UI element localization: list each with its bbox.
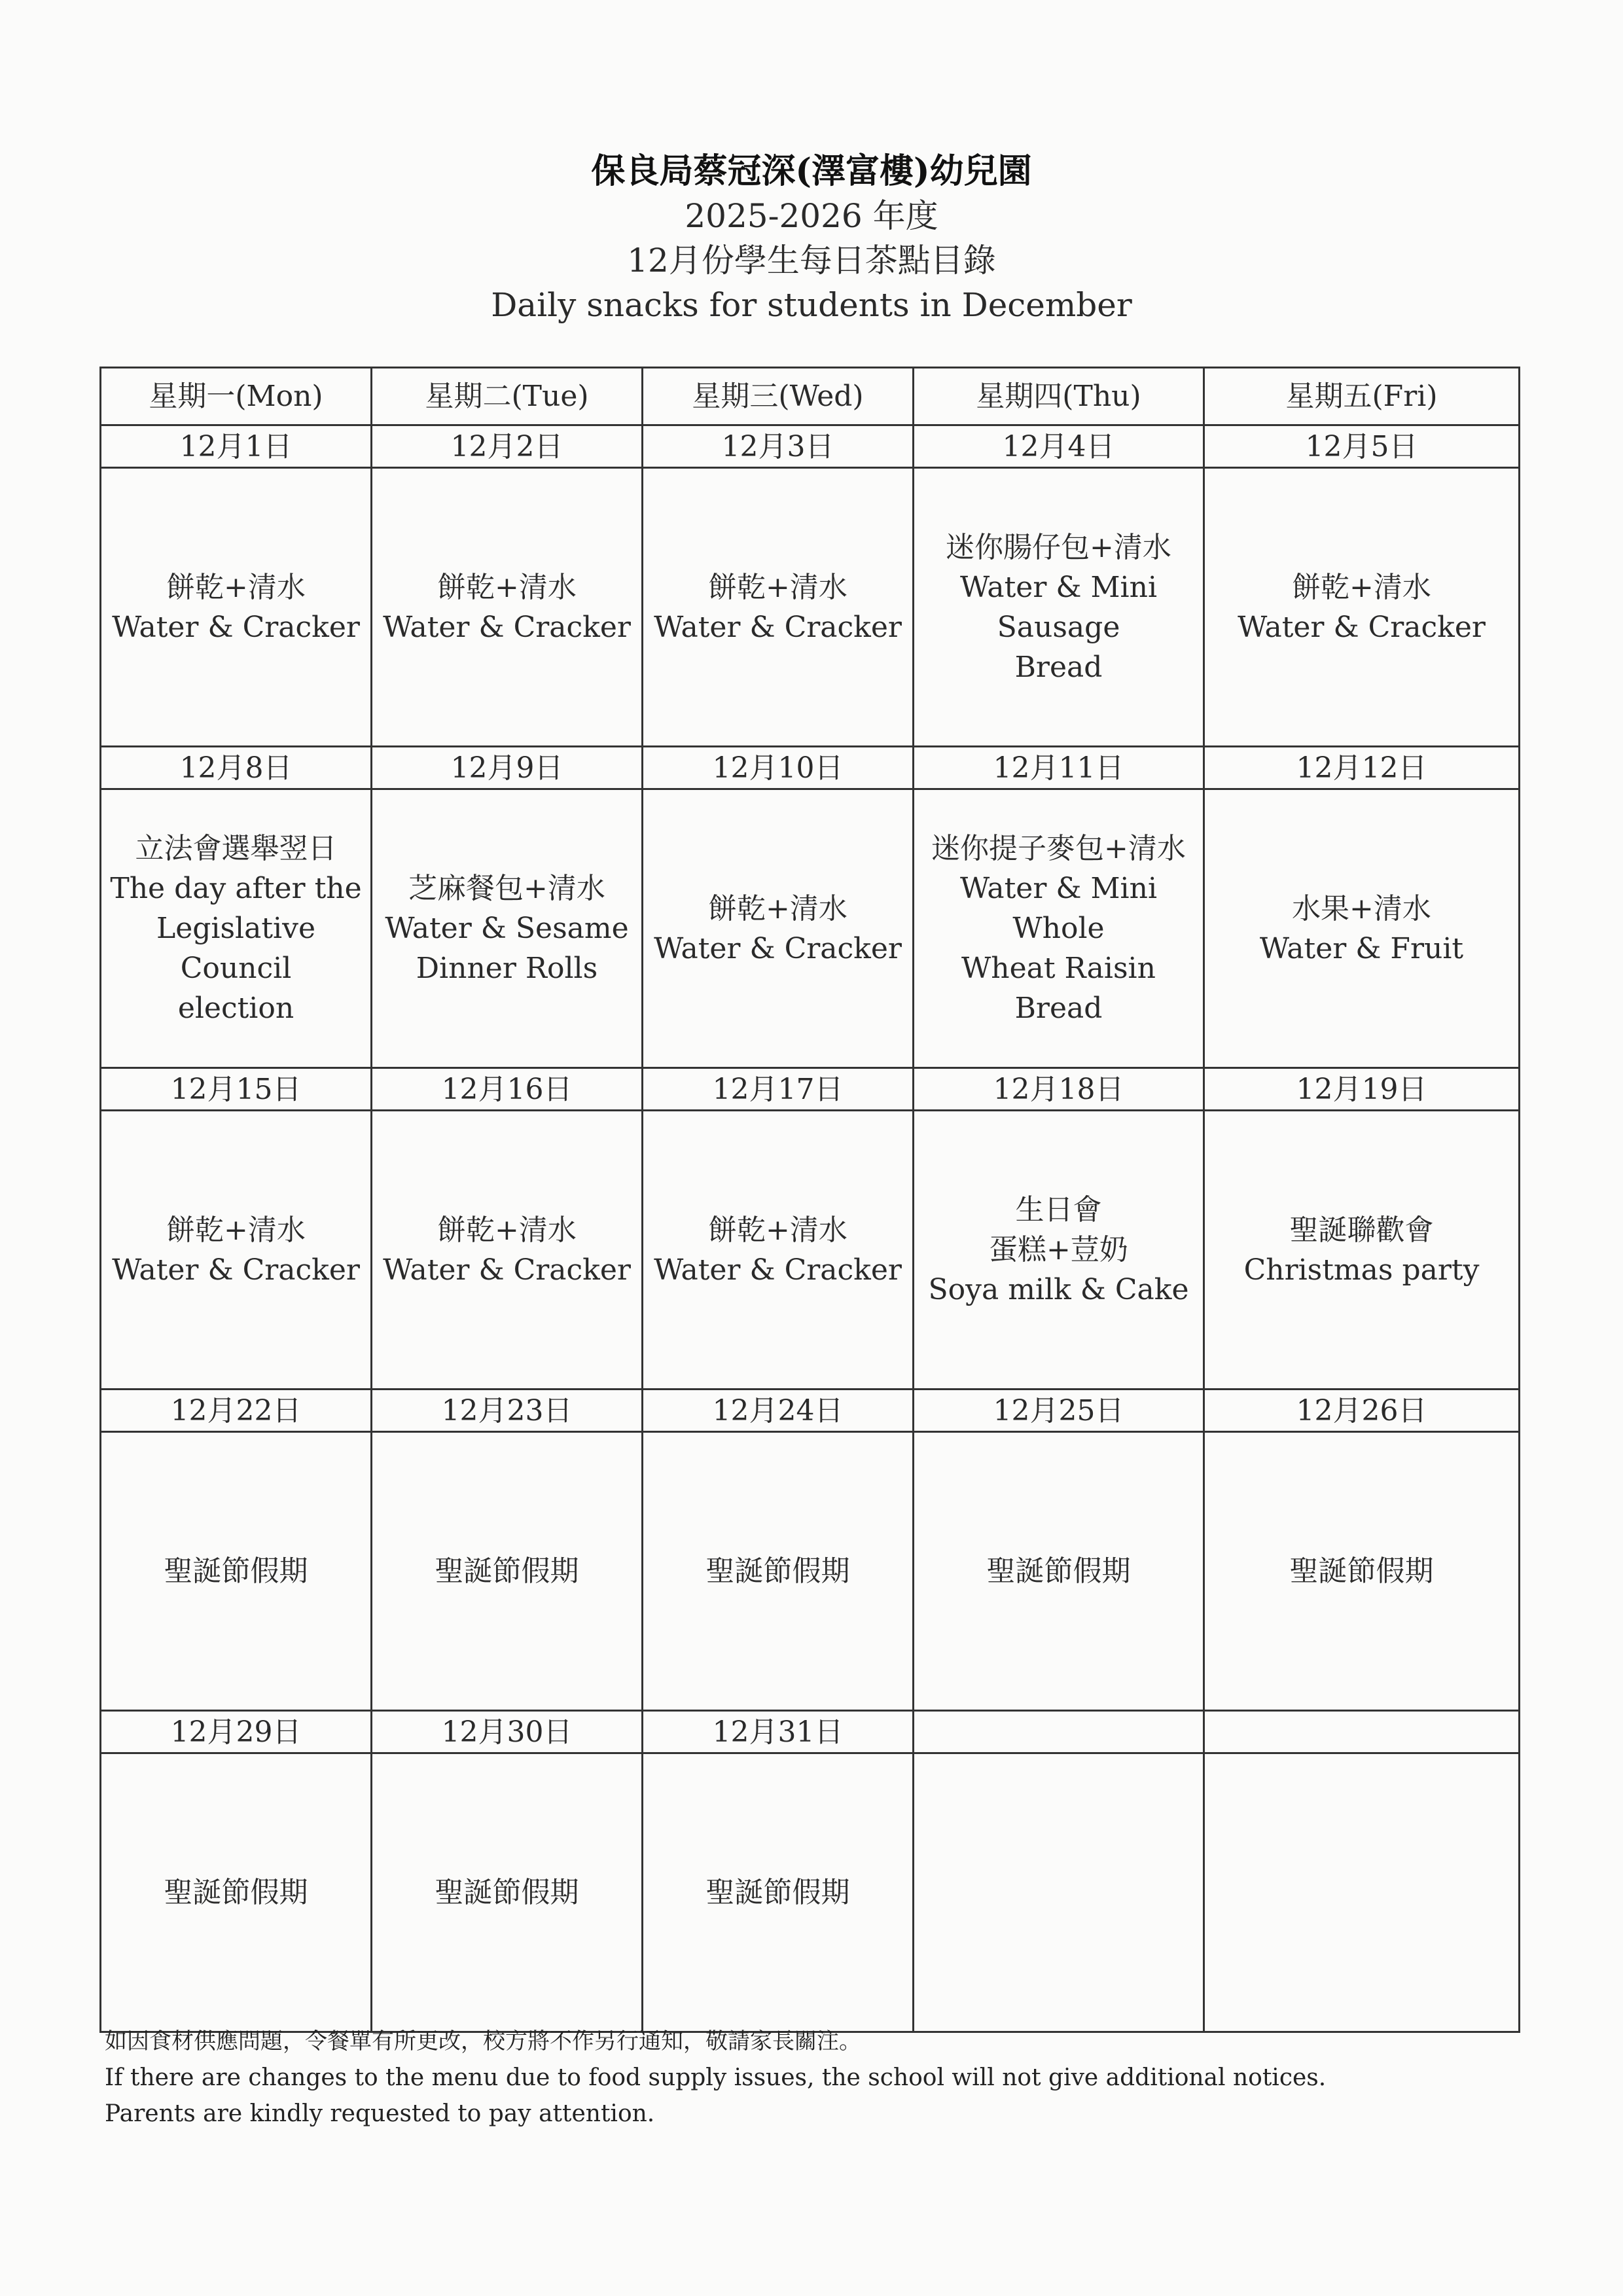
date-cell: 12月8日 bbox=[101, 747, 372, 789]
snack-cell bbox=[372, 1432, 643, 1711]
footnote-english-line1: If there are changes to the menu due to food supply issues, the school will not give additional notices. bbox=[105, 2064, 1327, 2091]
header bbox=[0, 149, 1623, 327]
weekday-header-row bbox=[101, 368, 1520, 425]
snack-text: Water & Cracker bbox=[654, 610, 902, 644]
snack-text: Water & Fruit bbox=[1259, 931, 1464, 965]
snack-text: 聖誕節假期 bbox=[705, 1554, 850, 1588]
snack-cell bbox=[914, 789, 1204, 1068]
date-cell: 12月3日 bbox=[643, 425, 914, 468]
date-cell bbox=[1204, 1711, 1520, 1753]
snack-text: Water & Cracker bbox=[112, 1253, 360, 1287]
snack-cell bbox=[372, 1111, 643, 1390]
date-cell: 12月4日 bbox=[914, 425, 1204, 468]
snack-row bbox=[101, 1753, 1520, 2032]
weekday-header: 星期二(Tue) bbox=[372, 368, 643, 425]
date-cell: 12月30日 bbox=[372, 1711, 643, 1753]
snack-text: 聖誕節假期 bbox=[1289, 1554, 1434, 1588]
snack-text: 餅乾+清水 bbox=[437, 570, 577, 604]
snack-text: 餅乾+清水 bbox=[437, 1213, 577, 1247]
snack-cell bbox=[101, 1111, 372, 1390]
snack-text: 聖誕聯歡會 bbox=[1289, 1213, 1434, 1247]
menu-subtitle: 12月份學生每日茶點目錄 bbox=[627, 242, 996, 279]
snack-cell bbox=[1204, 789, 1520, 1068]
snack-text: 聖誕節假期 bbox=[986, 1554, 1131, 1588]
date-cell: 12月5日 bbox=[1204, 425, 1520, 468]
snack-cell bbox=[372, 468, 643, 747]
weekday-header: 星期一(Mon) bbox=[101, 368, 372, 425]
date-cell: 12月15日 bbox=[101, 1068, 372, 1111]
snack-text: Water & Cracker bbox=[1238, 610, 1486, 644]
footnotes bbox=[105, 2024, 1544, 2132]
snack-text: 水果+清水 bbox=[1292, 891, 1431, 925]
snack-cell bbox=[101, 468, 372, 747]
date-cell: 12月24日 bbox=[643, 1390, 914, 1432]
snack-cell bbox=[914, 1753, 1204, 2032]
snack-text: 餅乾+清水 bbox=[166, 1213, 306, 1247]
snack-text: Water & Mini Whole bbox=[959, 872, 1158, 946]
snack-text: Soya milk & Cake bbox=[928, 1273, 1189, 1307]
snack-text: 蛋糕+荳奶 bbox=[989, 1233, 1128, 1267]
footnote-chinese: 如因食材供應問題，令餐單有所更改，校方將不作另行通知，敬請家長關注。 bbox=[105, 2028, 861, 2054]
snack-cell bbox=[643, 1111, 914, 1390]
snack-text: 立法會選舉翌日 bbox=[135, 832, 337, 866]
date-row bbox=[101, 425, 1520, 468]
snack-row bbox=[101, 468, 1520, 747]
snack-text: 餅乾+清水 bbox=[1292, 570, 1431, 604]
snack-text: Water & Cracker bbox=[383, 610, 631, 644]
menu-english-title: Daily snacks for students in December bbox=[491, 286, 1132, 324]
snack-text: Christmas party bbox=[1243, 1253, 1480, 1287]
snack-text: 芝麻餐包+清水 bbox=[408, 872, 605, 906]
snack-row bbox=[101, 1111, 1520, 1390]
date-cell: 12月12日 bbox=[1204, 747, 1520, 789]
date-cell: 12月16日 bbox=[372, 1068, 643, 1111]
snack-text: Water & Cracker bbox=[383, 1253, 631, 1287]
snack-text: 餅乾+清水 bbox=[708, 570, 847, 604]
snack-text: 聖誕節假期 bbox=[435, 1876, 579, 1910]
date-row bbox=[101, 1068, 1520, 1111]
date-cell: 12月31日 bbox=[643, 1711, 914, 1753]
date-cell: 12月22日 bbox=[101, 1390, 372, 1432]
date-cell: 12月25日 bbox=[914, 1390, 1204, 1432]
snack-text: 聖誕節假期 bbox=[705, 1876, 850, 1910]
snack-cell bbox=[1204, 1432, 1520, 1711]
snack-cell bbox=[1204, 1753, 1520, 2032]
snack-text: Bread bbox=[1014, 650, 1103, 684]
snack-cell bbox=[101, 789, 372, 1068]
snack-text: 生日會 bbox=[1015, 1193, 1102, 1227]
snack-cell bbox=[643, 468, 914, 747]
snack-cell bbox=[1204, 468, 1520, 747]
snack-text: 餅乾+清水 bbox=[166, 570, 306, 604]
snack-cell bbox=[914, 1111, 1204, 1390]
date-row bbox=[101, 1390, 1520, 1432]
snack-text: 迷你腸仔包+清水 bbox=[946, 530, 1171, 564]
snack-text: 迷你提子麥包+清水 bbox=[931, 832, 1186, 866]
school-title: 保良局蔡冠深(澤富樓)幼兒園 bbox=[591, 151, 1032, 191]
snack-text: 餅乾+清水 bbox=[708, 891, 847, 925]
snack-row bbox=[101, 1432, 1520, 1711]
date-cell: 12月26日 bbox=[1204, 1390, 1520, 1432]
school-year: 2025-2026 年度 bbox=[685, 197, 938, 235]
snack-cell bbox=[372, 1753, 643, 2032]
date-cell: 12月2日 bbox=[372, 425, 643, 468]
snack-text: Wheat Raisin Bread bbox=[961, 952, 1156, 1026]
date-cell: 12月17日 bbox=[643, 1068, 914, 1111]
snack-text: 聖誕節假期 bbox=[435, 1554, 579, 1588]
date-cell: 12月11日 bbox=[914, 747, 1204, 789]
snack-cell bbox=[1204, 1111, 1520, 1390]
snack-cell bbox=[101, 1753, 372, 2032]
weekday-header: 星期四(Thu) bbox=[914, 368, 1204, 425]
snack-cell bbox=[643, 1432, 914, 1711]
weekday-header: 星期五(Fri) bbox=[1204, 368, 1520, 425]
date-cell: 12月19日 bbox=[1204, 1068, 1520, 1111]
snack-text: Legislative Council bbox=[156, 912, 316, 986]
footnote-english-line2: Parents are kindly requested to pay attention. bbox=[105, 2100, 655, 2127]
snack-text: 聖誕節假期 bbox=[164, 1554, 308, 1588]
date-cell: 12月1日 bbox=[101, 425, 372, 468]
date-cell: 12月23日 bbox=[372, 1390, 643, 1432]
snack-cell bbox=[101, 1432, 372, 1711]
date-cell: 12月18日 bbox=[914, 1068, 1204, 1111]
snack-cell bbox=[372, 789, 643, 1068]
date-row bbox=[101, 1711, 1520, 1753]
snack-cell bbox=[914, 1432, 1204, 1711]
date-cell: 12月9日 bbox=[372, 747, 643, 789]
snack-row bbox=[101, 789, 1520, 1068]
snack-schedule-table bbox=[99, 367, 1520, 2033]
snack-text: Water & Sesame bbox=[385, 912, 629, 946]
weekday-header: 星期三(Wed) bbox=[643, 368, 914, 425]
snack-text: 聖誕節假期 bbox=[164, 1876, 308, 1910]
snack-cell bbox=[643, 789, 914, 1068]
snack-text: Water & Cracker bbox=[654, 1253, 902, 1287]
snack-text: Dinner Rolls bbox=[416, 952, 598, 986]
snack-text: election bbox=[177, 992, 294, 1026]
date-cell bbox=[914, 1711, 1204, 1753]
date-cell: 12月10日 bbox=[643, 747, 914, 789]
snack-cell bbox=[643, 1753, 914, 2032]
date-cell: 12月29日 bbox=[101, 1711, 372, 1753]
snack-text: Water & Cracker bbox=[112, 610, 360, 644]
snack-text: 餅乾+清水 bbox=[708, 1213, 847, 1247]
snack-cell bbox=[914, 468, 1204, 747]
snack-text: Water & Mini Sausage bbox=[959, 570, 1158, 644]
snack-text: The day after the bbox=[110, 872, 362, 906]
date-row bbox=[101, 747, 1520, 789]
snack-text: Water & Cracker bbox=[654, 931, 902, 965]
